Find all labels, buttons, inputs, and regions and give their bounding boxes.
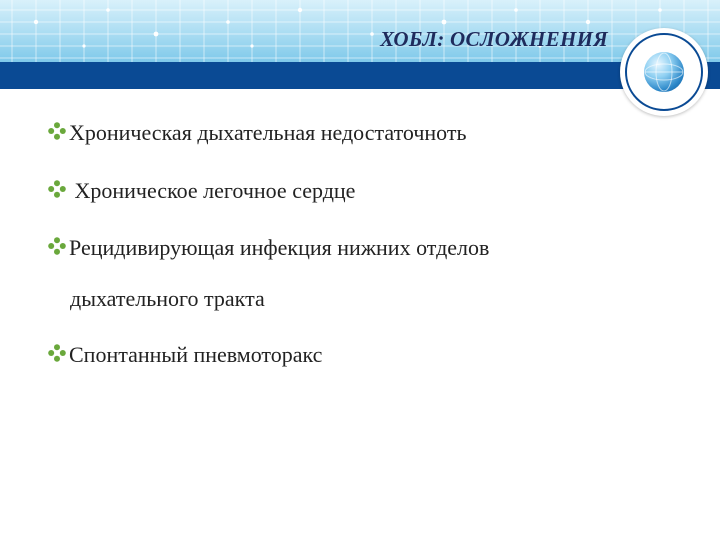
- bullet-text: Рецидивирующая инфекция нижних отделов: [69, 235, 490, 260]
- diamond-bullet-icon: [48, 235, 66, 261]
- bullet-continuation: дыхательного тракта: [70, 286, 265, 311]
- bullet-item: [48, 235, 489, 263]
- slide-title: ХОБЛ: ОСЛОЖНЕНИЯ: [380, 27, 608, 51]
- bullet-item: [48, 120, 467, 148]
- bullet-item: [48, 342, 322, 370]
- bullet-text: Хроническая дыхательная недостаточноть: [69, 120, 467, 145]
- diamond-bullet-icon: [48, 120, 66, 146]
- bullet-item: [48, 178, 355, 206]
- diamond-bullet-icon: [48, 342, 66, 368]
- diamond-bullet-icon: [48, 178, 66, 204]
- bullet-text: Хроническое легочное сердце: [69, 178, 356, 203]
- bullet-text: Спонтанный пневмоторакс: [69, 342, 323, 367]
